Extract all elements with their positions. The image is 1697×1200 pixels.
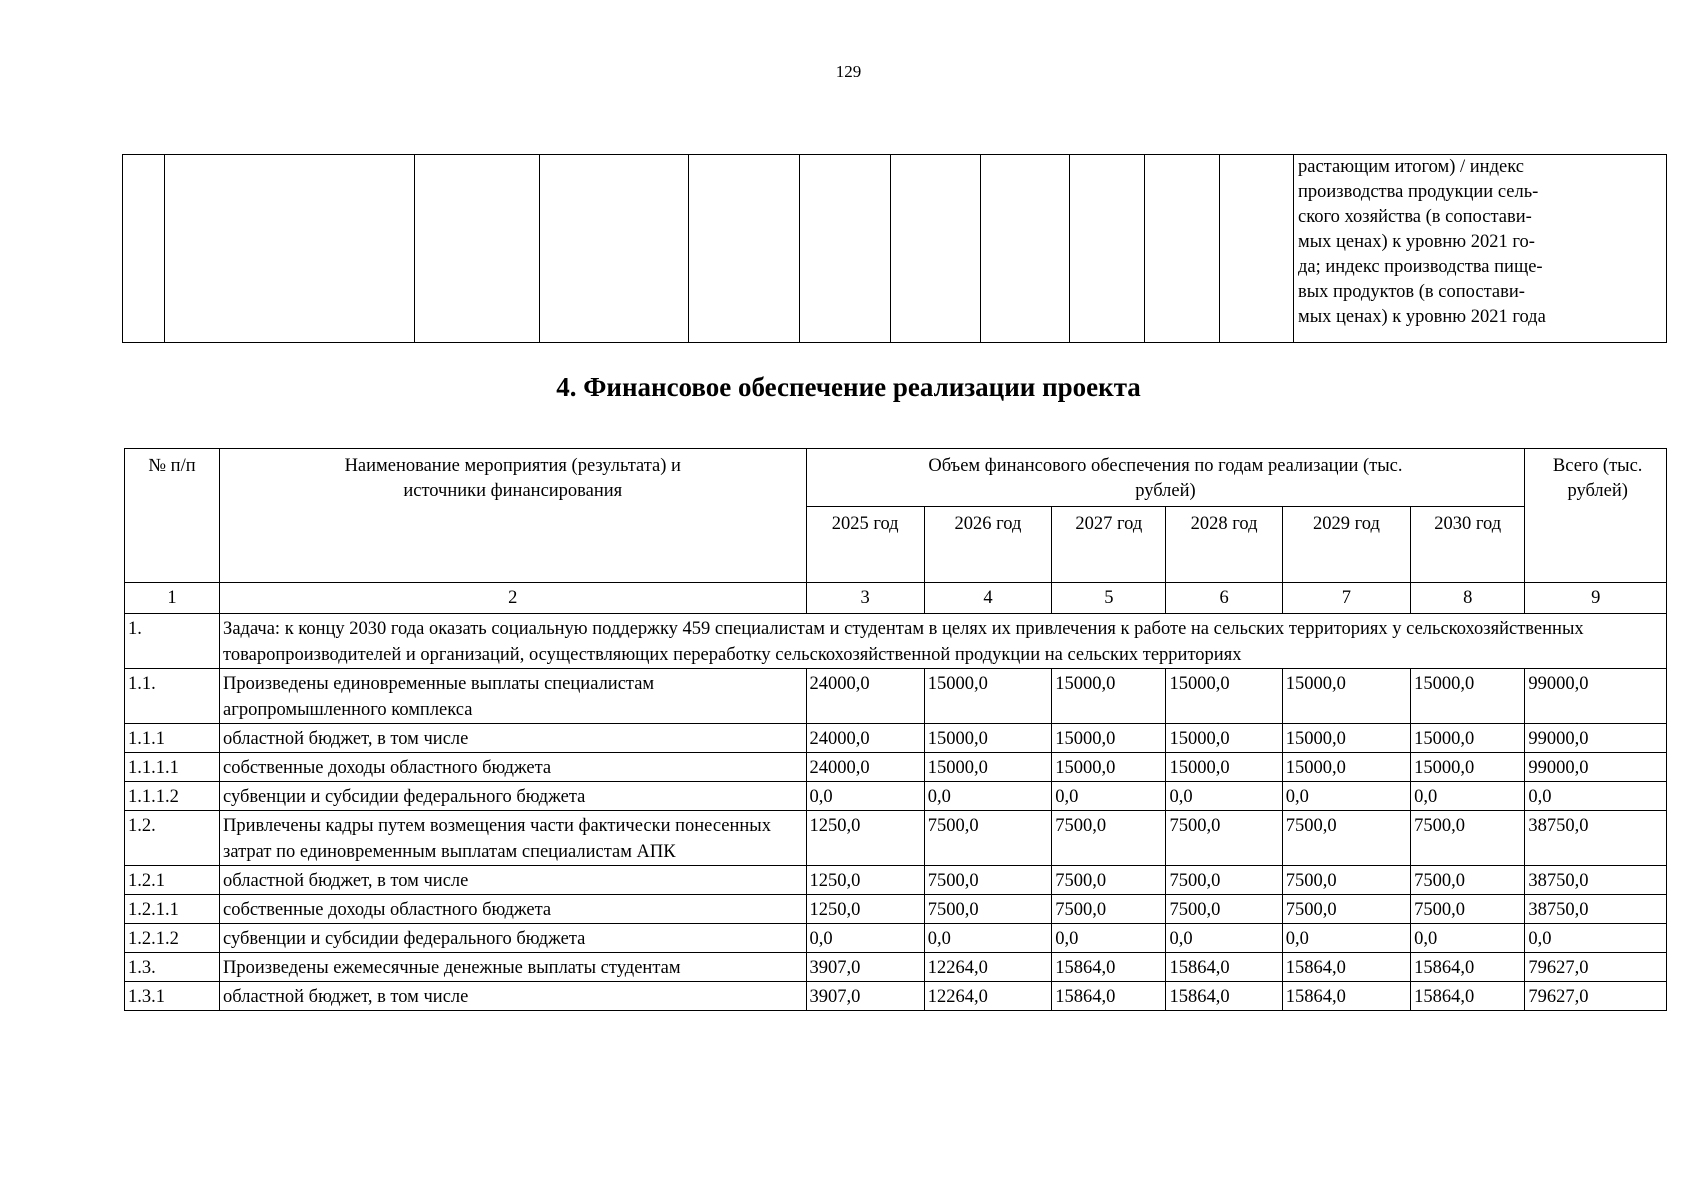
- note-line: вых продуктов (в сопостави-: [1298, 282, 1525, 302]
- row-value: 15000,0: [1166, 724, 1282, 753]
- row-total: 79627,0: [1525, 953, 1667, 982]
- table-cell: [123, 155, 165, 343]
- table-row: [125, 866, 1667, 895]
- row-value: 15864,0: [1052, 982, 1166, 1011]
- row-value: 0,0: [1166, 782, 1282, 811]
- row-value: 7500,0: [924, 811, 1051, 866]
- column-number: 8: [1411, 583, 1525, 614]
- row-value: 15864,0: [1052, 953, 1166, 982]
- row-value: 0,0: [1411, 782, 1525, 811]
- header-year: 2027 год: [1052, 507, 1166, 583]
- row-total: 99000,0: [1525, 669, 1667, 724]
- task-row: [125, 614, 1667, 669]
- row-total: 0,0: [1525, 782, 1667, 811]
- row-value: 7500,0: [1166, 895, 1282, 924]
- row-value: 15000,0: [1411, 753, 1525, 782]
- table-cell: [1070, 155, 1145, 343]
- table-cell: [689, 155, 800, 343]
- row-name: Произведены единовременные выплаты специалистам агропромышленного комплекса: [220, 669, 806, 724]
- row-value: 24000,0: [806, 753, 924, 782]
- row-name: субвенции и субсидии федерального бюджета: [220, 924, 806, 953]
- row-total: 0,0: [1525, 924, 1667, 953]
- indicator-note-cell: [1294, 155, 1667, 343]
- row-value: 7500,0: [1282, 895, 1410, 924]
- row-total: 99000,0: [1525, 753, 1667, 782]
- note-line: мых ценах) к уровню 2021 года: [1298, 307, 1546, 327]
- row-name: Привлечены кадры путем возмещения части фактически понесенных затрат по единовременным выплатам специалистам АПК: [220, 811, 806, 866]
- note-line: производства продукции сель-: [1298, 182, 1539, 202]
- header-year: 2029 год: [1282, 507, 1410, 583]
- row-value: 0,0: [924, 782, 1051, 811]
- row-value: 15000,0: [1052, 753, 1166, 782]
- row-value: 15000,0: [924, 724, 1051, 753]
- row-number: 1.3.1: [125, 982, 220, 1011]
- column-number: 5: [1052, 583, 1166, 614]
- row-name: областной бюджет, в том числе: [220, 866, 806, 895]
- row-value: 15864,0: [1411, 953, 1525, 982]
- row-value: 0,0: [1052, 924, 1166, 953]
- row-value: 7500,0: [924, 866, 1051, 895]
- column-number-row: [125, 583, 1667, 614]
- row-number: 1.2.: [125, 811, 220, 866]
- table-cell: [800, 155, 891, 343]
- row-value: 15864,0: [1282, 982, 1410, 1011]
- row-value: 7500,0: [1052, 811, 1166, 866]
- header-year: 2030 год: [1411, 507, 1525, 583]
- row-value: 15864,0: [1166, 953, 1282, 982]
- row-value: 15000,0: [1052, 724, 1166, 753]
- continuation-table: [122, 154, 1667, 343]
- row-value: 0,0: [1411, 924, 1525, 953]
- table-cell: [891, 155, 981, 343]
- row-name: областной бюджет, в том числе: [220, 982, 806, 1011]
- table-row: [125, 669, 1667, 724]
- note-line: растающим итогом) / индекс: [1298, 157, 1524, 177]
- table-row: [125, 982, 1667, 1011]
- column-number: 3: [806, 583, 924, 614]
- table-row: [125, 895, 1667, 924]
- row-number: 1.2.1.1: [125, 895, 220, 924]
- row-value: 3907,0: [806, 982, 924, 1011]
- table-cell: [981, 155, 1070, 343]
- column-number: 1: [125, 583, 220, 614]
- row-value: 24000,0: [806, 669, 924, 724]
- row-number: 1.1.1: [125, 724, 220, 753]
- continuation-row: [123, 155, 1667, 343]
- row-name: областной бюджет, в том числе: [220, 724, 806, 753]
- row-value: 15000,0: [924, 669, 1051, 724]
- row-value: 1250,0: [806, 866, 924, 895]
- row-number: 1.3.: [125, 953, 220, 982]
- note-line: да; индекс производства пище-: [1298, 257, 1543, 277]
- note-line: мых ценах) к уровню 2021 го-: [1298, 232, 1535, 252]
- row-total: 99000,0: [1525, 724, 1667, 753]
- row-value: 15000,0: [1411, 724, 1525, 753]
- financing-table: [124, 448, 1667, 1011]
- table-row: [125, 953, 1667, 982]
- row-value: 15000,0: [1166, 753, 1282, 782]
- table-cell: [1220, 155, 1294, 343]
- row-value: 7500,0: [924, 895, 1051, 924]
- row-value: 1250,0: [806, 811, 924, 866]
- row-value: 7500,0: [1282, 866, 1410, 895]
- table-cell: [415, 155, 540, 343]
- task-no: 1.: [125, 614, 220, 669]
- table-cell: [540, 155, 689, 343]
- row-name: собственные доходы областного бюджета: [220, 895, 806, 924]
- row-value: 15000,0: [1282, 669, 1410, 724]
- section-title: 4. Финансовое обеспечение реализации проекта: [556, 372, 1141, 402]
- header-year: 2026 год: [924, 507, 1051, 583]
- header-no: № п/п: [125, 449, 220, 583]
- table-row: [125, 811, 1667, 866]
- column-number: 4: [924, 583, 1051, 614]
- row-value: 0,0: [806, 924, 924, 953]
- row-value: 24000,0: [806, 724, 924, 753]
- header-year: 2025 год: [806, 507, 924, 583]
- row-number: 1.1.1.1: [125, 753, 220, 782]
- row-value: 7500,0: [1411, 895, 1525, 924]
- row-value: 12264,0: [924, 953, 1051, 982]
- task-text: Задача: к концу 2030 года оказать социальную поддержку 459 специалистам и студентам в целях их привлечения к работе на сельских территориях у сельскохозяйственных товаропроизводителей и организаций, осуществляющих переработку сельскохозяйственной продукции на сельских территориях: [220, 614, 1667, 669]
- row-value: 0,0: [1052, 782, 1166, 811]
- row-number: 1.2.1.2: [125, 924, 220, 953]
- table-cell: [165, 155, 415, 343]
- row-value: 0,0: [1282, 924, 1410, 953]
- column-number: 7: [1282, 583, 1410, 614]
- row-name: собственные доходы областного бюджета: [220, 753, 806, 782]
- header-total: Всего (тыс. рублей): [1525, 449, 1667, 583]
- table-body: [125, 669, 1667, 1011]
- row-value: 15000,0: [924, 753, 1051, 782]
- table-row: [125, 924, 1667, 953]
- row-value: 0,0: [1166, 924, 1282, 953]
- table-row: [125, 753, 1667, 782]
- header-name: Наименование мероприятия (результата) и источники финансирования: [220, 449, 806, 583]
- row-value: 7500,0: [1166, 866, 1282, 895]
- row-value: 7500,0: [1411, 811, 1525, 866]
- row-value: 1250,0: [806, 895, 924, 924]
- row-value: 7500,0: [1052, 895, 1166, 924]
- row-value: 7500,0: [1052, 866, 1166, 895]
- header-row: [125, 449, 1667, 507]
- column-number: 9: [1525, 583, 1667, 614]
- row-number: 1.1.1.2: [125, 782, 220, 811]
- row-total: 38750,0: [1525, 811, 1667, 866]
- row-total: 38750,0: [1525, 866, 1667, 895]
- column-number: 6: [1166, 583, 1282, 614]
- row-value: 15000,0: [1166, 669, 1282, 724]
- row-value: 15000,0: [1282, 724, 1410, 753]
- row-value: 12264,0: [924, 982, 1051, 1011]
- row-value: 0,0: [924, 924, 1051, 953]
- row-value: 3907,0: [806, 953, 924, 982]
- row-total: 79627,0: [1525, 982, 1667, 1011]
- row-value: 7500,0: [1282, 811, 1410, 866]
- row-name: субвенции и субсидии федерального бюджета: [220, 782, 806, 811]
- row-value: 15864,0: [1282, 953, 1410, 982]
- row-number: 1.1.: [125, 669, 220, 724]
- table-row: [125, 782, 1667, 811]
- header-year: 2028 год: [1166, 507, 1282, 583]
- row-value: 15000,0: [1411, 669, 1525, 724]
- row-total: 38750,0: [1525, 895, 1667, 924]
- column-number: 2: [220, 583, 806, 614]
- row-value: 0,0: [806, 782, 924, 811]
- table-cell: [1145, 155, 1220, 343]
- row-value: 15864,0: [1411, 982, 1525, 1011]
- table-row: [125, 724, 1667, 753]
- row-value: 15000,0: [1282, 753, 1410, 782]
- row-value: 7500,0: [1166, 811, 1282, 866]
- row-value: 15864,0: [1166, 982, 1282, 1011]
- row-number: 1.2.1: [125, 866, 220, 895]
- row-name: Произведены ежемесячные денежные выплаты студентам: [220, 953, 806, 982]
- page-number: 129: [835, 62, 862, 81]
- header-volume: Объем финансового обеспечения по годам реализации (тыс. рублей): [806, 449, 1525, 507]
- row-value: 0,0: [1282, 782, 1410, 811]
- row-value: 7500,0: [1411, 866, 1525, 895]
- note-line: ского хозяйства (в сопостави-: [1298, 207, 1532, 227]
- row-value: 15000,0: [1052, 669, 1166, 724]
